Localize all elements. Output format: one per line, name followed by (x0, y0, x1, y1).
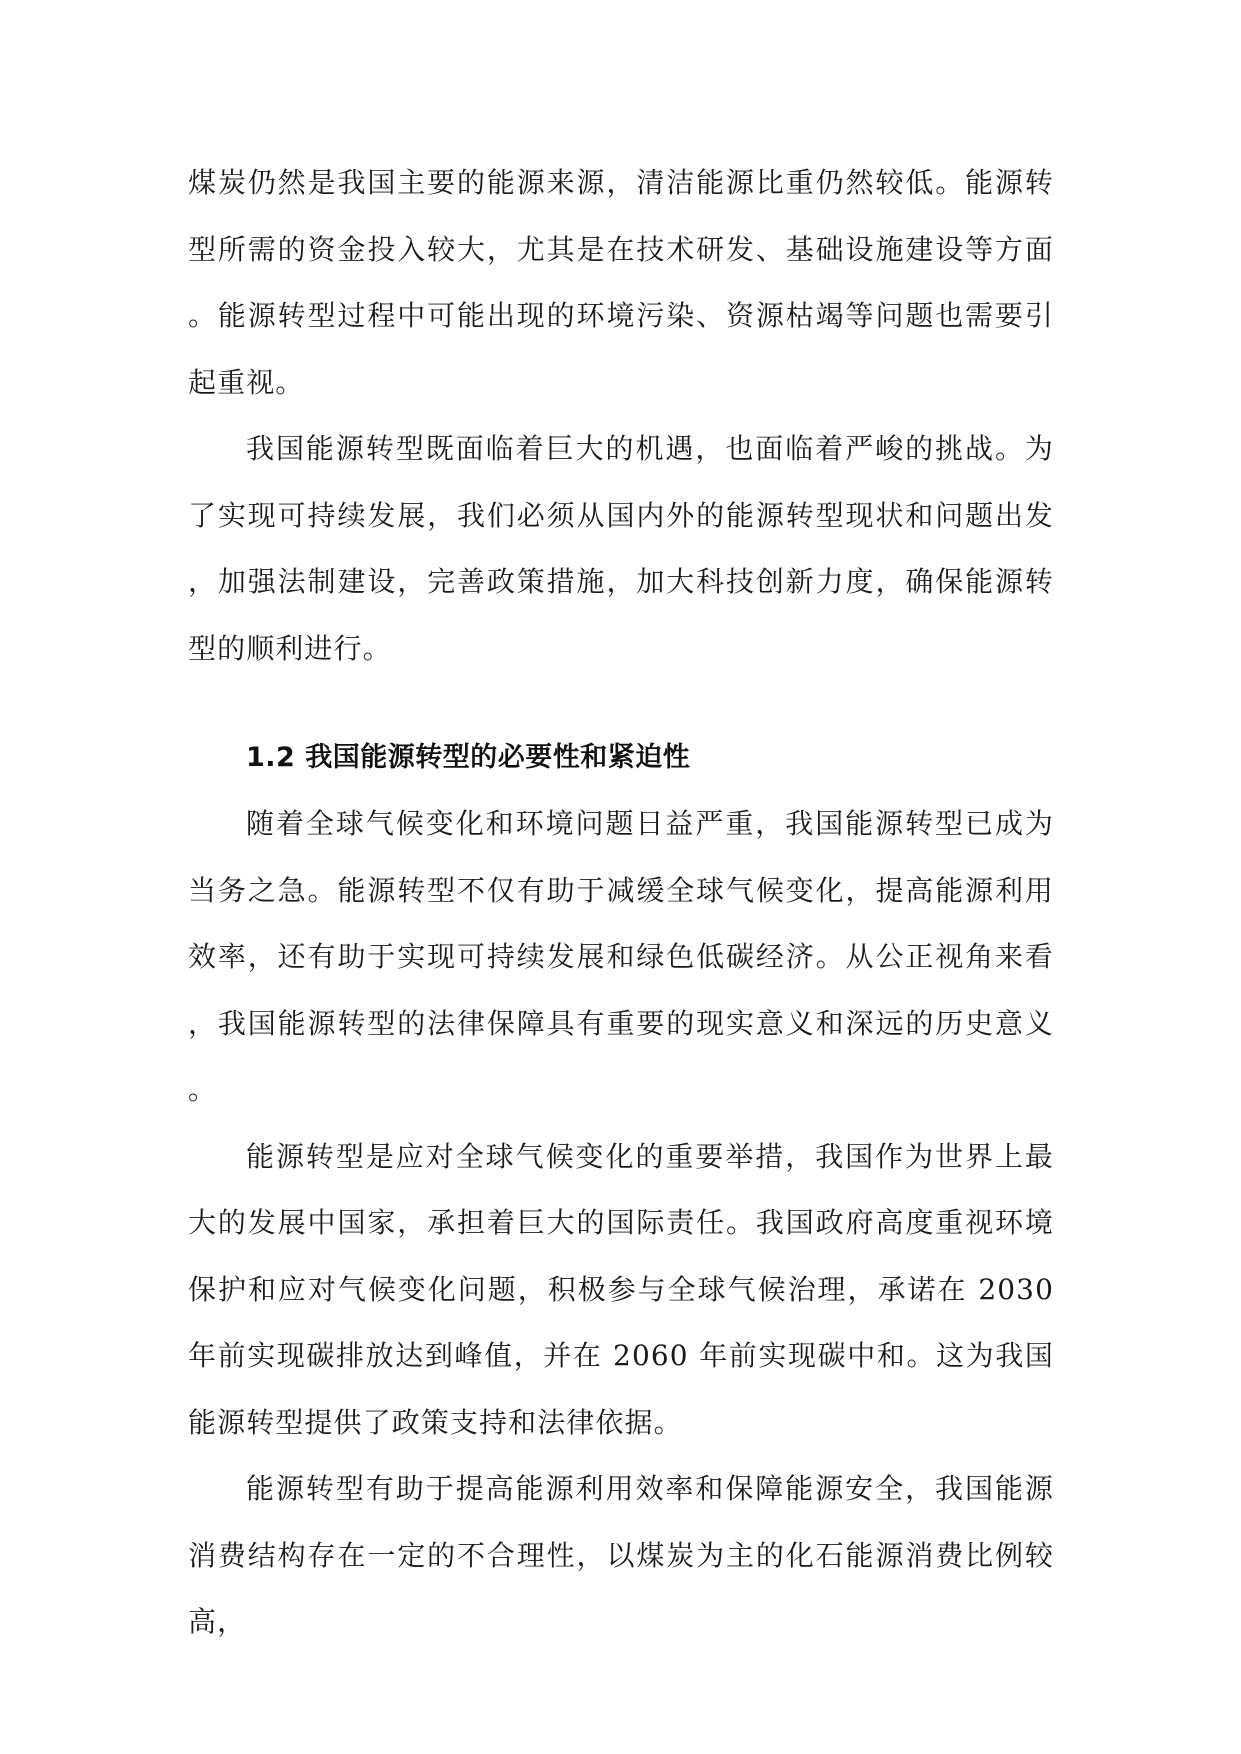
paragraph-climate-commitment: 能源转型是应对全球气候变化的重要举措，我国作为世界上最大的发展中国家，承担着巨大的国际责任。我国政府高度重视环境保护和应对气候变化问题，积极参与全球气候治理，承诺在 2030 年前实现碳排放达到峰值，并在 2060 年前实现碳中和。这为我国能源转型提供了政策支持和法律依据。 (188, 1139, 1054, 1439)
paragraph-energy-efficiency: 能源转型有助于提高能源利用效率和保障能源安全，我国能源消费结构存在一定的不合理性，以煤炭为主的化石能源消费比例较高， (188, 1472, 1054, 1638)
paragraph-opportunities-challenges: 我国能源转型既面临着巨大的机遇，也面临着严峻的挑战。为了实现可持续发展，我们必须从国内外的能源转型现状和问题出发，加强法制建设，完善政策措施，加大科技创新力度，确保能源转型的顺利进行。 (188, 432, 1054, 665)
document-body (188, 150, 1054, 1656)
paragraph-coal-dependence: 煤炭仍然是我国主要的能源来源，清洁能源比重仍然较低。能源转型所需的资金投入较大，尤其是在技术研发、基础设施建设等方面。能源转型过程中可能出现的环境污染、资源枯竭等问题也需要引起重视。 (188, 166, 1054, 399)
paragraph-urgency: 随着全球气候变化和环境问题日益严重，我国能源转型已成为当务之急。能源转型不仅有助于减缓全球气候变化，提高能源利用效率，还有助于实现可持续发展和绿色低碳经济。从公正视角来看，我国能源转型的法律保障具有重要的现实意义和深远的历史意义。 (188, 807, 1054, 1106)
section-heading: 1.2 我国能源转型的必要性和紧迫性 (246, 742, 691, 773)
